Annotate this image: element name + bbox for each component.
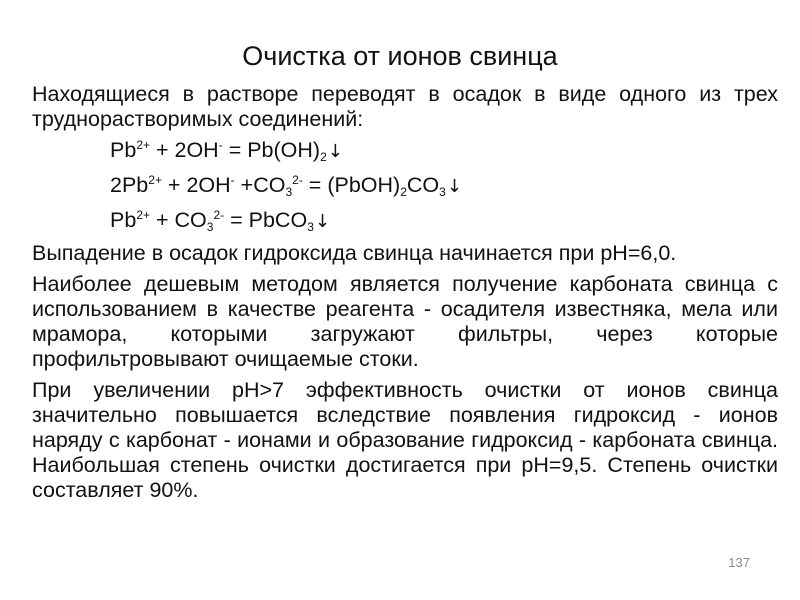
count-subscript: 3 xyxy=(285,185,293,199)
page-number: 137 xyxy=(728,555,750,570)
count-subscript: 3 xyxy=(439,185,446,199)
charge-superscript: 2- xyxy=(292,173,303,187)
charge-superscript: - xyxy=(230,173,235,187)
charge-superscript: - xyxy=(218,138,223,152)
equation-text: = Pb(OH) xyxy=(222,138,321,162)
equation-text: 2Pb xyxy=(110,173,149,197)
slide-title: Очистка от ионов свинца xyxy=(242,41,558,71)
equation-text: + 2OH xyxy=(161,173,231,197)
precipitate-arrow-icon: ↓ xyxy=(314,211,330,232)
precipitate-arrow-icon: ↓ xyxy=(327,141,343,162)
charge-superscript: 2- xyxy=(213,208,225,222)
intro-paragraph: Находящиеся в растворе переводят в осадок в виде одного из трех труднорастворимых соединений: xyxy=(32,82,778,131)
paragraph-carbonate-method: Наиболее дешевым методом является получение карбоната свинца с использованием в качестве реагента - осадителя известняка, мела или мрамора, которыми загружают фильтры, через которые профильтровывают очищаемые стоки. xyxy=(32,272,778,371)
equation-text: +CO xyxy=(234,173,286,197)
count-subscript: 3 xyxy=(206,220,214,234)
count-subscript: 2 xyxy=(320,150,327,164)
precipitate-arrow-icon: ↓ xyxy=(446,176,462,197)
charge-superscript: 2+ xyxy=(136,138,150,152)
count-subscript: 2 xyxy=(400,185,407,199)
equation-text: = (PbOH) xyxy=(302,173,401,197)
equation-text: Pb xyxy=(110,208,137,232)
paragraph-precipitation-ph: Выпадение в осадок гидроксида свинца начинается при pH=6,0. xyxy=(32,241,677,265)
equation-text: + 2OH xyxy=(150,138,219,162)
charge-superscript: 2+ xyxy=(136,208,150,222)
equation-text: = PbCO xyxy=(224,208,308,232)
charge-superscript: 2+ xyxy=(148,173,162,187)
count-subscript: 3 xyxy=(307,220,314,234)
equation-3 xyxy=(110,206,778,236)
slide-content xyxy=(32,82,778,503)
equation-text: Pb xyxy=(110,138,137,162)
equation-1 xyxy=(110,136,778,166)
paragraph-efficiency: При увеличении pH>7 эффективность очистки от ионов свинца значительно повышается вследствие появления гидроксид - ионов наряду с карбонат - ионами и образование гидроксид - карбоната свинца. Наибольшая степень очистки достигается при pH=9,5. Степень очистки составляет 90%. xyxy=(32,378,778,502)
equation-text: CO xyxy=(406,173,440,197)
equation-2 xyxy=(110,171,778,201)
equation-text: + CO xyxy=(150,208,207,232)
